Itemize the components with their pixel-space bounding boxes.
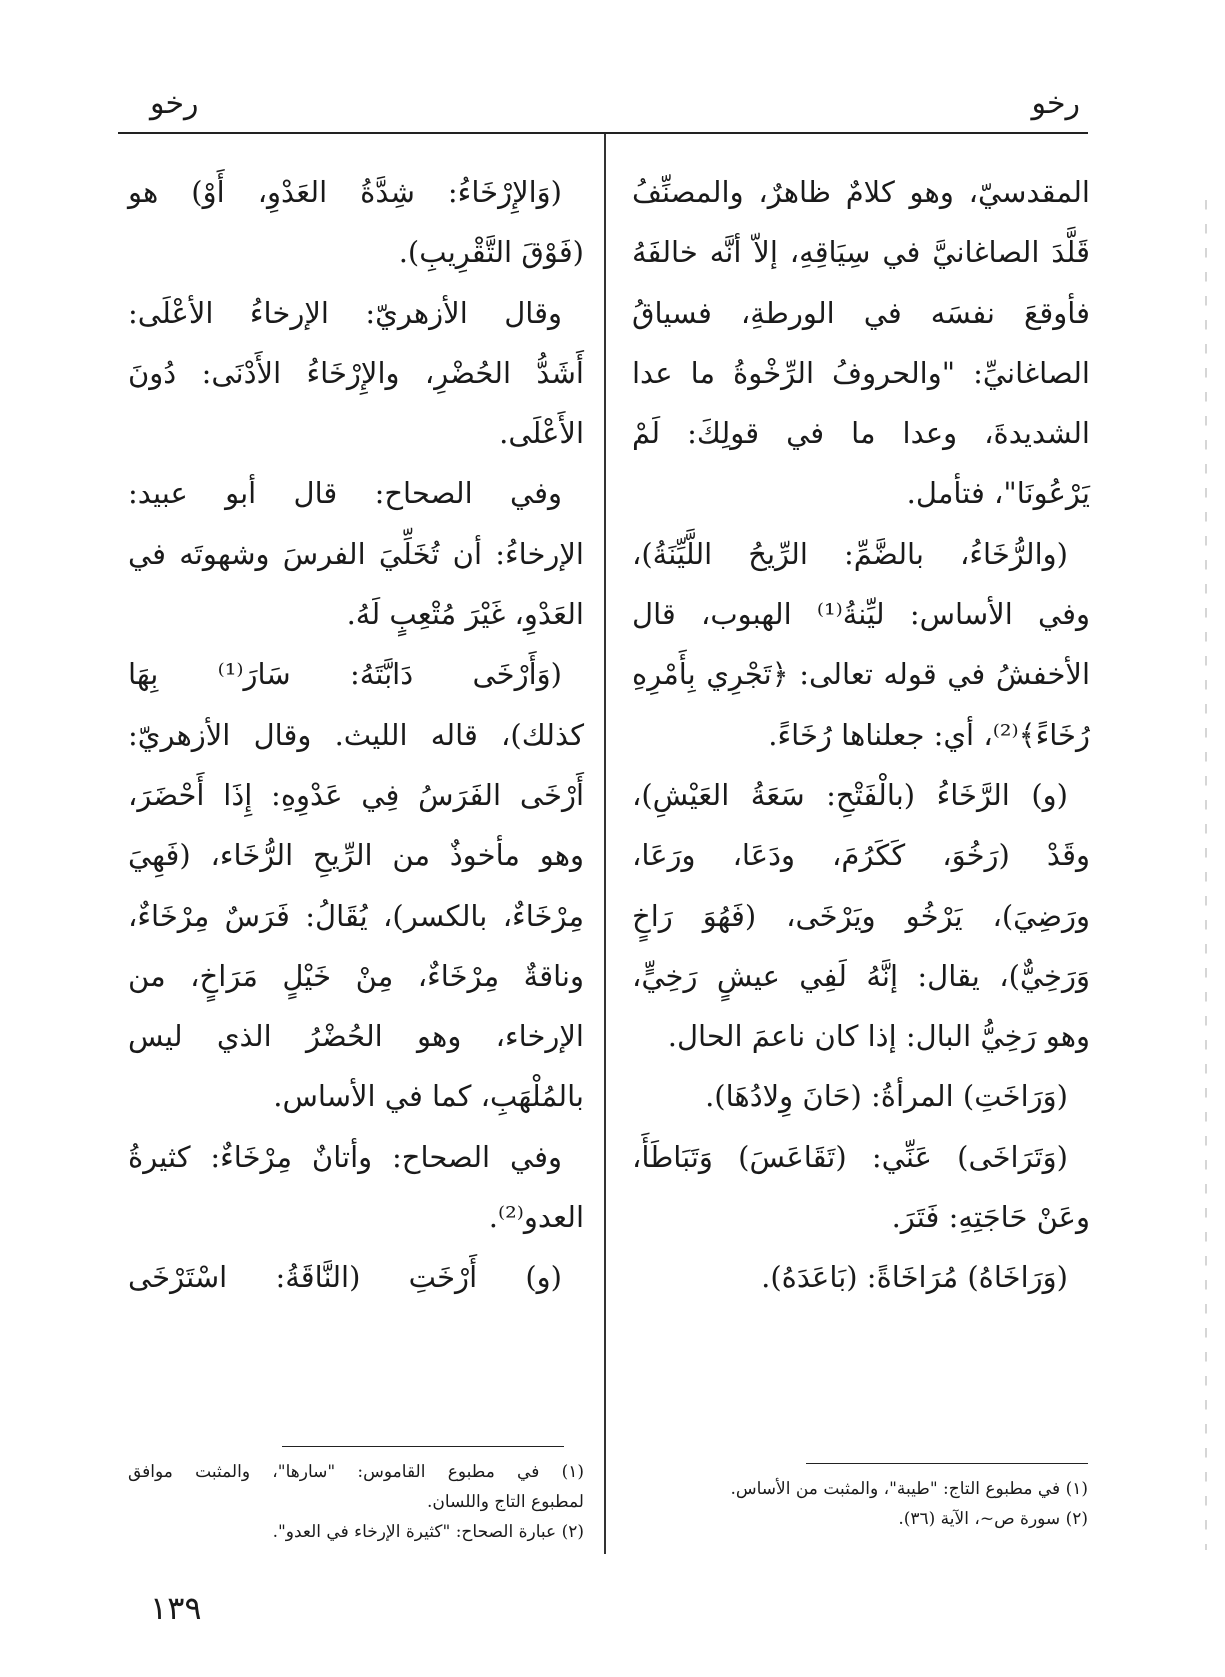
footnote: (١) في مطبوع القاموس: "سارها"، والمثبت موافق: [128, 1462, 584, 1482]
footnote: (١) في مطبوع التاج: "طيبة"، والمثبت من الأساس.: [730, 1479, 1088, 1499]
text-line: رُخَاءً﴾⁽²⁾، أي: جعلناها رُخَاءً.: [768, 717, 1090, 752]
text-line: ورَضِيَ)، يَرْخُو ويَرْخَى، (فَهُوَ رَاخٍ: [632, 898, 1090, 933]
text-line: قَلَّدَ الصاغانيَّ في سِيَاقِهِ، إلاّ أنَّه خالفَهُ: [632, 235, 1090, 270]
footnote-rule-right: [806, 1463, 1088, 1464]
text-line: (وَتَرَاخَى) عَنِّي: (تَقَاعَسَ) وَتَبَاطَأَ،: [632, 1139, 1068, 1174]
footnote: لمطبوع التاج واللسان.: [427, 1492, 584, 1512]
text-line: وعَنْ حَاجَتِهِ: فَتَرَ.: [891, 1200, 1090, 1235]
text-line: مِرْخَاءٌ، بالكسر)، يُقَالُ: فَرَسٌ مِرْخَاءٌ،: [128, 898, 584, 933]
text-line: (وَأَرْخَى دَابَّتَهُ: سَارَ⁽¹⁾ بِهَا: [128, 657, 562, 692]
footnote: (٢) سورة ص~، الآية (٣٦).: [898, 1509, 1088, 1529]
text-line: (و) الرَّخَاءُ (بالْفَتْحِ: سَعَةُ العَيْشِ)،: [632, 777, 1068, 812]
header-rule: [118, 132, 1088, 134]
text-line: وَرَخِيٌّ)، يقال: إنَّهُ لَفِي عيشٍ رَخِيٍّ،: [632, 958, 1090, 993]
text-line: وناقةٌ مِرْخَاءٌ، مِنْ خَيْلٍ مَرَاخٍ، من: [128, 958, 584, 993]
text-line: فأوقعَ نفسَه في الورطةِ، فسياقُ: [632, 295, 1090, 330]
text-line: (وَرَاخَاهُ) مُرَاخَاةً: (بَاعَدَهُ).: [761, 1260, 1068, 1295]
text-line: وفي الصحاح: وأتانٌ مِرْخَاءٌ: كثيرةُ: [128, 1139, 562, 1174]
text-line: وفي الصحاح: قال أبو عبيد:: [128, 476, 562, 511]
text-line: وفي الأساس: ليِّنةُ⁽¹⁾ الهبوب، قال: [632, 597, 1091, 632]
footnotes-left: [128, 1457, 584, 1547]
text-line: كذلك)، قاله الليث. وقال الأزهريّ:: [128, 717, 584, 752]
page-number: ١٣٩: [150, 1589, 202, 1627]
text-line: (و) أَرْخَتِ (النَّاقَةُ: اسْتَرْخَى: [128, 1260, 562, 1295]
text-line: بالمُلْهَبِ، كما في الأساس.: [273, 1079, 584, 1114]
text-line: (والرُّخَاءُ، بالضَّمِّ: الرِّيحُ اللَّيِّنَةُ)،: [632, 536, 1068, 571]
text-line: وقال الأزهريّ: الإرخاءُ الأعْلَى:: [128, 295, 562, 330]
footnote: (٢) عبارة الصحاح: "كثيرة الإرخاء في العدو".: [272, 1522, 584, 1542]
text-line: الإرخاءُ: أن تُخَلِّيَ الفرسَ وشهوتَه في: [128, 536, 584, 571]
text-line: العَدْوِ، غَيْرَ مُتْعِبٍ لَهُ.: [346, 597, 584, 632]
footnotes-right: [636, 1474, 1088, 1534]
text-line: (وَرَاخَتِ) المرأةُ: (حَانَ وِلادُهَا).: [705, 1079, 1068, 1114]
text-line: (فَوْقَ التَّقْرِيبِ).: [398, 235, 584, 270]
text-line: الأخفشُ في قوله تعالى: ﴿تَجْرِي بِأَمْرِهِ: [632, 657, 1090, 692]
text-line: العدو⁽²⁾.: [488, 1200, 584, 1235]
text-line: أَشَدُّ الحُضْرِ، والإِرْخَاءُ الأَدْنَى: دُونَ: [128, 355, 584, 390]
running-header-left: رخو: [150, 86, 199, 121]
text-line: (وَالإِرْخَاءُ: شِدَّةُ العَدْوِ، أَوْ) هو: [128, 175, 562, 209]
column-divider: [604, 134, 606, 1554]
margin-scan-mark: [1205, 200, 1207, 1550]
text-line: وهو مأخوذٌ من الرِّيحِ الرُّخَاء، (فَهِيَ: [128, 838, 584, 873]
text-line: يَرْعُونَا"، فتأمل.: [906, 476, 1090, 511]
text-line: وقَدْ (رَخُوَ، كَكَرُمَ، ودَعَا، ورَعَا،: [632, 838, 1090, 873]
running-header-right: رخو: [1031, 86, 1080, 121]
text-line: الإرخاء، وهو الحُضْرُ الذي ليس: [128, 1019, 584, 1054]
text-line: أَرْخَى الفَرَسُ فِي عَدْوِهِ: إِذَا أَحْضَرَ،: [128, 777, 584, 812]
text-line: الأَعْلَى.: [499, 416, 584, 451]
text-line: وهو رَخِيُّ البال: إذا كان ناعمَ الحال.: [667, 1019, 1090, 1054]
footnote-rule-left: [282, 1446, 564, 1447]
right-column: [632, 162, 1090, 1308]
text-line: المقدسيّ، وهو كلامٌ ظاهرٌ، والمصنِّفُ: [632, 175, 1090, 209]
text-line: الصاغانيِّ: "والحروفُ الرِّخْوةُ ما عدا: [632, 355, 1090, 390]
left-column: [128, 162, 584, 1308]
text-line: الشديدةَ، وعدا ما في قولِكَ: لَمْ: [632, 416, 1090, 451]
